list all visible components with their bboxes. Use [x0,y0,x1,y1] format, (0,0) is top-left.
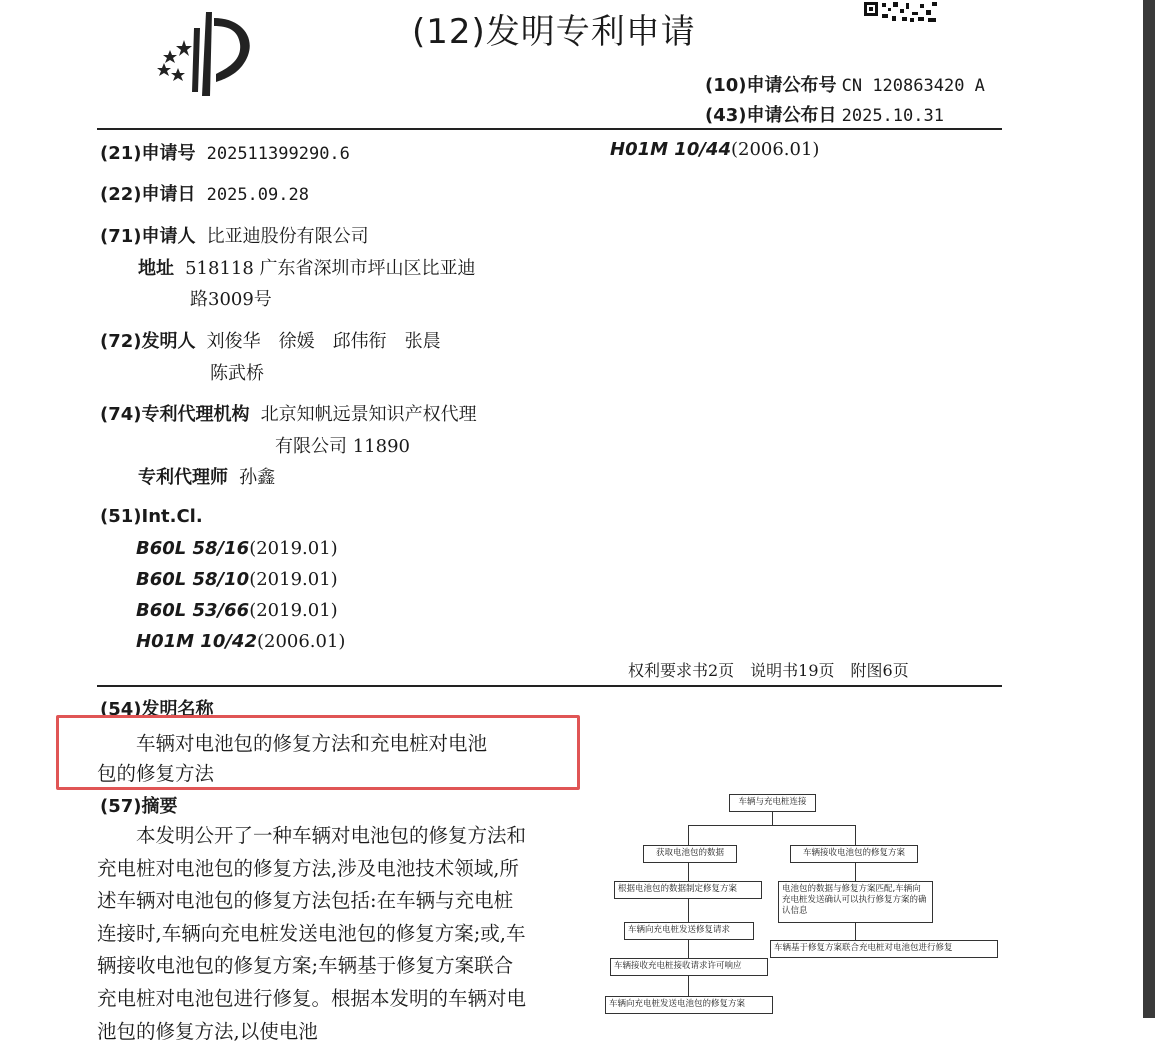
applicant: 比亚迪股份有限公司 [206,226,369,247]
qr-code-icon [862,0,940,24]
header-divider [97,128,1002,130]
inventors-label: (72)发明人 [100,331,196,352]
publication-date: 2025.10.31 [841,106,944,126]
agent: 孙鑫 [239,467,276,488]
address-line-2: 路3009号 [190,289,272,310]
invention-title-line-2: 包的修复方法 [97,762,215,785]
classification-version: (2006.01) [256,631,346,652]
page-edge-shadow [1143,0,1155,1018]
inventors-line-1: 刘俊华 徐媛 邱伟衔 张晨 [206,331,441,352]
classification-item [136,569,338,590]
classification-item [136,538,338,559]
agency-row [100,400,477,426]
cnipa-logo [150,8,265,98]
agent-label: 专利代理师 [138,467,228,488]
agency-label: (74)专利代理机构 [100,404,250,425]
address-label: 地址 [138,258,174,279]
classification-code: B60L 58/10 [136,569,250,590]
flow-node: 车辆接收充电桩接收请求许可响应 [610,958,768,976]
classification-item [136,600,338,621]
classification-version: (2019.01) [249,569,338,590]
abstract-text: 本发明公开了一种车辆对电池包的修复方法和充电桩对电池包的修复方法,涉及电池技术领域,所述车辆对电池包的修复方法包括:在车辆与充电桩连接时,车辆向充电桩发送电池包的修复方案;或,车辆接收电池包的修复方案;车辆基于修复方案联合充电桩对电池包进行修复。根据本发明的车辆对电池包的修复方法,以使电池 [97,824,527,1043]
application-number: 202511399290.6 [206,144,350,164]
address-line-1: 518118 广东省深圳市坪山区比亚迪 [185,258,476,279]
application-date: 2025.09.28 [206,185,309,205]
invention-title-label: (54)发明名称 [100,699,214,720]
applicant-label: (71)申请人 [100,226,196,247]
abstract-label: (57)摘要 [100,796,178,817]
flow-node: 车辆接收电池包的修复方案 [790,845,918,863]
classification-code: H01M 10/42 [136,631,257,652]
right-classification [610,139,819,160]
inventors-line-2: 陈武桥 [210,363,264,384]
application-date-row [100,180,309,206]
publication-date-label: (43)申请公布日 [705,105,837,126]
flow-node: 获取电池包的数据 [643,845,737,863]
application-date-label: (22)申请日 [100,184,196,205]
invention-title-line-1: 车辆对电池包的修复方法和充电桩对电池 [136,732,488,755]
pages-info: 权利要求书2页 说明书19页 附图6页 [628,661,909,680]
application-number-label: (21)申请号 [100,143,196,164]
section-divider [97,685,1002,687]
right-classification-code: H01M 10/44 [610,139,731,160]
flow-node: 电池包的数据与修复方案匹配,车辆向充电桩发送确认可以执行修复方案的确认信息 [778,881,933,923]
publication-number-label: (10)申请公布号 [705,75,837,96]
agent-row [138,463,275,489]
applicant-row [100,222,369,248]
highlight-box [56,715,580,790]
classification-code: B60L 58/16 [136,538,250,559]
inventors-row [100,327,441,353]
publication-date-row [705,101,944,127]
flow-node: 车辆基于修复方案联合充电桩对电池包进行修复 [770,940,998,958]
flow-node: 车辆与充电桩连接 [729,794,816,812]
classification-item [136,631,345,652]
classification-version: (2019.01) [249,538,338,559]
flow-node: 车辆向充电桩发送电池包的修复方案 [605,996,773,1014]
address-row [138,254,476,280]
classification-code: B60L 53/66 [136,600,250,621]
flow-node: 根据电池包的数据制定修复方案 [614,881,762,899]
document-title: (12)发明专利申请 [412,12,696,52]
intcl-label: (51)Int.Cl. [100,506,203,527]
agency-line-1: 北京知帆远景知识产权代理 [260,404,477,425]
flow-node: 车辆向充电桩发送修复请求 [624,922,754,940]
agency-line-2: 有限公司 11890 [275,436,410,457]
application-number-row [100,139,350,165]
publication-number-row [705,71,985,97]
classification-version: (2019.01) [249,600,338,621]
publication-number: CN 120863420 A [841,76,985,96]
right-classification-version: (2006.01) [730,139,820,160]
